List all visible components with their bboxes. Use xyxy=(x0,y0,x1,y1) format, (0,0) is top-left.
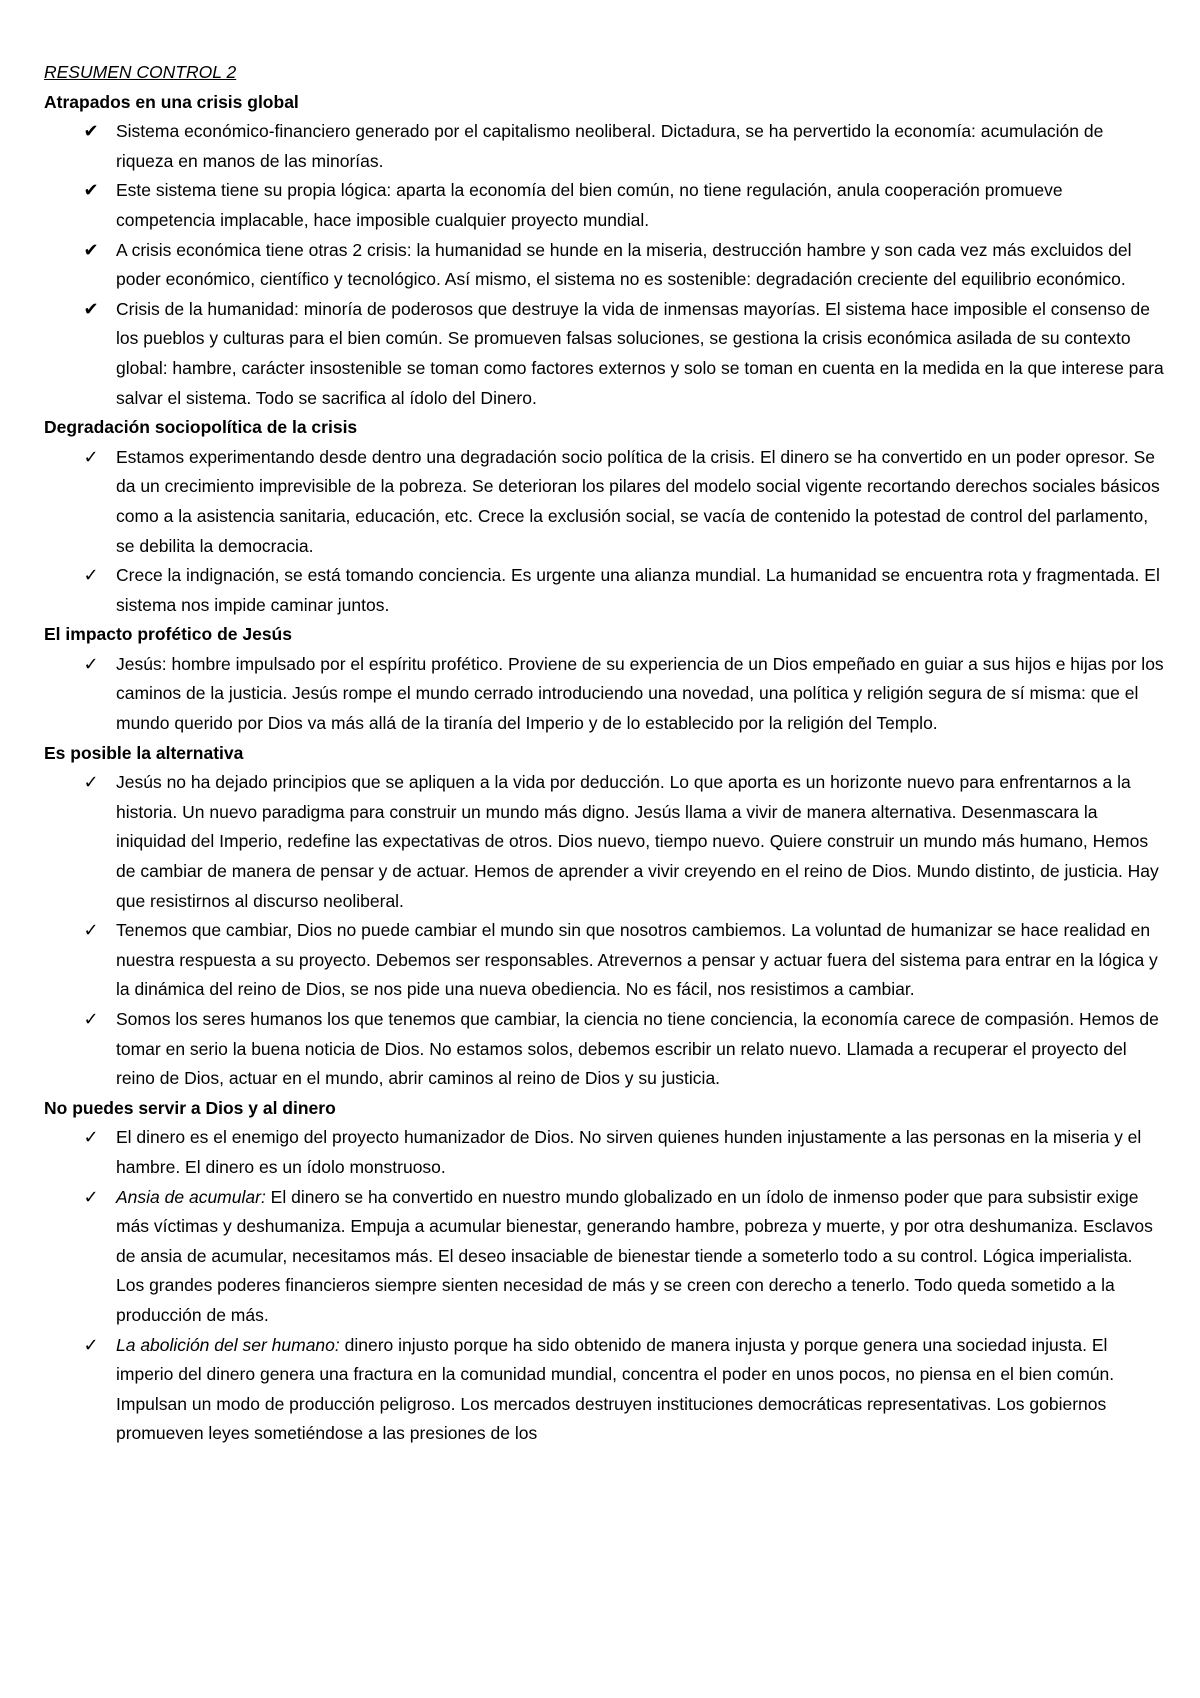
list-item xyxy=(44,561,1164,620)
item-text: Crece la indignación, se está tomando conciencia. Es urgente una alianza mundial. La humanidad se encuentra rota y fragmentada. El sistema nos impide caminar juntos. xyxy=(116,565,1160,615)
section-list xyxy=(44,443,1164,621)
section-heading: No puedes servir a Dios y al dinero xyxy=(44,1097,336,1118)
check-icon: ✓ xyxy=(83,772,99,794)
section-heading: Atrapados en una crisis global xyxy=(44,91,299,112)
item-text: Jesús no ha dejado principios que se apliquen a la vida por deducción. Lo que aporta es un horizonte nuevo para enfrentarnos a la historia. Un nuevo paradigma para construir un mundo más digno. Jesús llama a vivir de manera alternativa. Desenmascara la iniquidad del Imperio, redefine las expectativas de otros. Dios nuevo, tiempo nuevo. Quiere construir un mundo más humano, Hemos de cambiar de manera de pensar y de actuar. Hemos de aprender a vivir creyendo en el reino de Dios. Mundo distinto, de justicia. Hay que resistirnos al discurso neoliberal. xyxy=(116,772,1159,911)
section-heading: Degradación sociopolítica de la crisis xyxy=(44,417,358,438)
check-icon: ✓ xyxy=(83,565,99,587)
item-text: A crisis económica tiene otras 2 crisis: la humanidad se hunde en la miseria, destrucción hambre y son cada vez más excluidos del poder económico, científico y tecnológico. Así mismo, el sistema no es sostenible: degradación creciente del equilibrio económico. xyxy=(116,239,1132,290)
list-item xyxy=(44,1183,1164,1331)
item-text: Estamos experimentando desde dentro una degradación socio política de la crisis. El dinero se ha convertido en un poder opresor. Se da un crecimiento imprevisible de la pobreza. Se deterioran los pilares del modelo social vigente recortando derechos sociales básicos como a la asistencia sanitaria, educación, etc. Crece la exclusión social, se vacía de contenido la potestad de control del parlamento, se debilita la democracia. xyxy=(116,446,1160,556)
item-text: Crisis de la humanidad: minoría de poderosos que destruye la vida de inmensas mayorías. El sistema hace imposible el consenso de los pueblos y culturas para el bien común. Se promueven falsas soluciones, se gestiona la crisis económica asilada de su contexto global: hambre, carácter insostenible se toman como factores externos y solo se toman en cuenta en la medida en la que interese para salvar el sistema. Todo se sacrifica al ídolo del Dinero. xyxy=(116,298,1164,408)
check-icon: ✓ xyxy=(83,653,99,675)
item-text: Tenemos que cambiar, Dios no puede cambiar el mundo sin que nosotros cambiemos. La voluntad de humanizar se hace realidad en nuestra respuesta a su proyecto. Debemos ser responsables. Atrevernos a pensar y actuar fuera del sistema para entrar en la lógica y la dinámica del reino de Dios, se nos pide una nueva obediencia. No es fácil, nos resistimos a cambiar. xyxy=(116,920,1158,1000)
section-list xyxy=(44,117,1164,413)
check-icon: ✓ xyxy=(83,920,99,942)
check-icon: ✔ xyxy=(83,298,99,320)
list-item xyxy=(44,650,1164,739)
section-heading: Es posible la alternativa xyxy=(44,742,244,763)
item-text: Somos los seres humanos los que tenemos que cambiar, la ciencia no tiene conciencia, la economía carece de compasión. Hemos de tomar en serio la buena noticia de Dios. No estamos solos, debemos escribir un relato nuevo. Llamada a recuperar el proyecto del reino de Dios, actuar en el mundo, abrir caminos al reino de Dios y su justicia. xyxy=(116,1009,1159,1089)
item-text: Jesús: hombre impulsado por el espíritu profético. Proviene de su experiencia de un Dios empeñado en guiar a sus hijos e hijas por los caminos de la justicia. Jesús rompe el mundo cerrado introduciendo una novedad, una política y religión segura de sí misma: que el mundo querido por Dios va más allá de la tiranía del Imperio y de lo establecido por la religión del Templo. xyxy=(116,653,1164,734)
list-item xyxy=(44,768,1164,916)
list-item xyxy=(44,236,1164,295)
item-text: El dinero es el enemigo del proyecto humanizador de Dios. No sirven quienes hunden injustamente a las personas en la miseria y el hambre. El dinero es un ídolo monstruoso. xyxy=(116,1127,1142,1177)
item-text: El dinero se ha convertido en nuestro mundo globalizado en un ídolo de inmenso poder que para subsistir exige más víctimas y deshumaniza. Empuja a acumular bienestar, generando hambre, pobreza y muerte, y por otra deshumaniza. Esclavos de ansia de acumular, necesitamos más. El deseo insaciable de bienestar tiende a someterlo todo a su control. Lógica imperialista. Los grandes poderes financieros siempre sienten necesidad de más y se creen con derecho a tenerlo. Todo queda sometido a la producción de más. xyxy=(116,1186,1153,1325)
list-item xyxy=(44,1123,1164,1182)
section-list xyxy=(44,650,1164,739)
list-item xyxy=(44,117,1164,176)
list-item xyxy=(44,295,1164,413)
document-title: RESUMEN CONTROL 2 xyxy=(44,62,237,82)
check-icon: ✔ xyxy=(83,121,99,143)
check-icon: ✓ xyxy=(83,446,99,468)
check-icon: ✓ xyxy=(83,1186,99,1208)
item-lead: Ansia de acumular: xyxy=(116,1186,266,1207)
check-icon: ✔ xyxy=(83,180,99,202)
list-item xyxy=(44,1331,1164,1449)
item-text: Este sistema tiene su propia lógica: aparta la economía del bien común, no tiene regulación, anula cooperación promueve competencia implacable, hace imposible cualquier proyecto mundial. xyxy=(116,180,1063,230)
item-text: dinero injusto porque ha sido obtenido de manera injusta y porque genera una sociedad injusta. El imperio del dinero genera una fractura en la comunidad mundial, concentra el poder en unos pocos, no piensa en el bien común. Impulsan un modo de producción peligroso. Los mercados destruyen instituciones democráticas representativas. Los gobiernos promueven leyes sometiéndose a las presiones de los xyxy=(116,1334,1115,1444)
list-item xyxy=(44,1005,1164,1094)
check-icon: ✓ xyxy=(83,1009,99,1030)
check-icon: ✓ xyxy=(83,1127,99,1149)
section-heading: El impacto profético de Jesús xyxy=(44,624,292,645)
item-lead: La abolición del ser humano: xyxy=(116,1334,340,1355)
check-icon: ✔ xyxy=(83,239,99,261)
check-icon: ✓ xyxy=(83,1334,99,1356)
section-list xyxy=(44,1123,1164,1449)
document-body xyxy=(44,58,1164,1449)
list-item xyxy=(44,176,1164,235)
item-text: Sistema económico-financiero generado por el capitalismo neoliberal. Dictadura, se ha pervertido la economía: acumulación de riqueza en manos de las minorías. xyxy=(116,121,1104,171)
list-item xyxy=(44,916,1164,1005)
section-list xyxy=(44,768,1164,1094)
list-item xyxy=(44,443,1164,561)
